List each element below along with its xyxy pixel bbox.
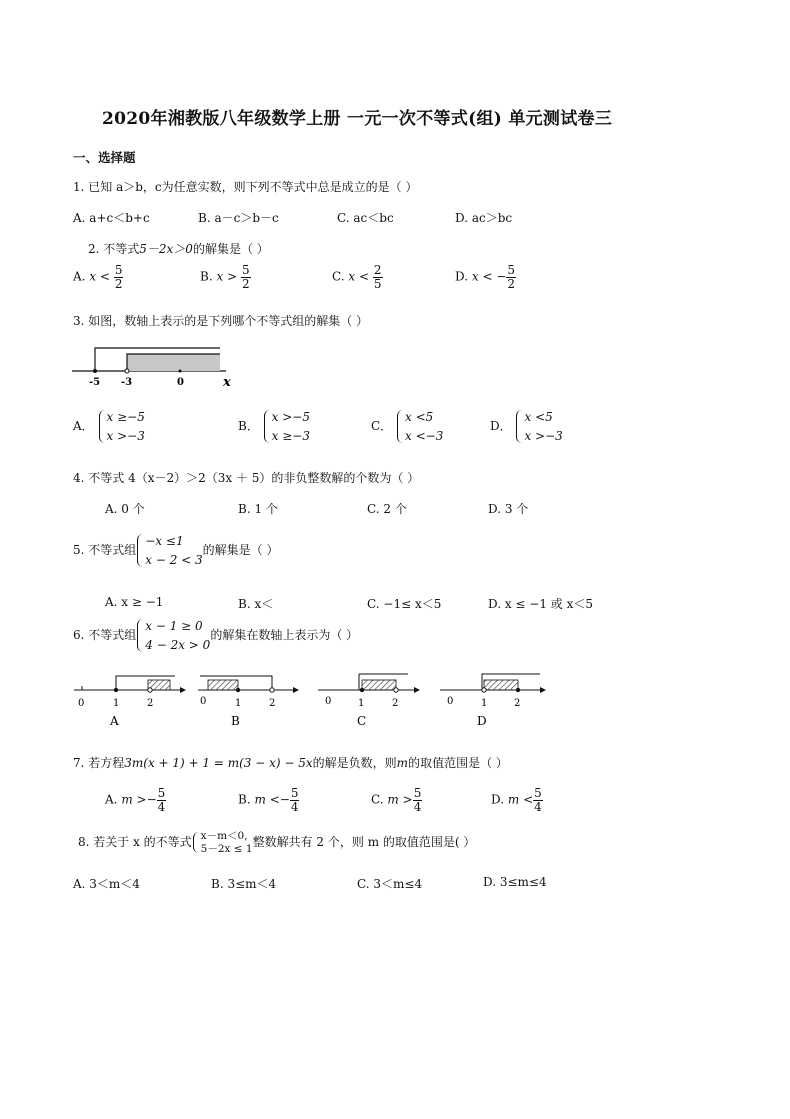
option-label: A.: [73, 269, 86, 284]
system-row: 4 − 2x > 0: [145, 637, 211, 652]
question-6-figures: [0, 668, 790, 736]
question-2-option-a: [73, 264, 123, 290]
question-2-stem-expr: 5－2x＞0: [139, 242, 193, 256]
axis-var: x: [223, 375, 231, 390]
stem-post: 的解集是（ ）: [202, 543, 279, 558]
inequality-system: [136, 532, 202, 569]
denominator: 4: [157, 799, 166, 814]
question-5-stem: [73, 532, 279, 569]
tick-label: 0: [325, 696, 332, 707]
numerator: 5: [534, 786, 542, 800]
inequality-system: [98, 408, 145, 445]
inequality-system: [263, 408, 310, 445]
option-var: m: [121, 792, 133, 807]
stem-post: 的取值范围是（ ）: [408, 756, 508, 770]
denominator: 2: [507, 276, 516, 291]
system-row: x <5: [405, 410, 434, 424]
question-1-option-d: D. ac＞bc: [455, 211, 513, 225]
question-2-option-d: [455, 264, 516, 290]
tick-label: 1: [113, 698, 120, 709]
question-7-option-b: [238, 787, 299, 813]
denominator: 2: [114, 276, 123, 291]
question-8-option-c: C. 3＜m≤4: [357, 877, 423, 891]
question-3-option-d: [490, 408, 563, 445]
option-rel: <: [269, 792, 280, 807]
tick-label: 1: [481, 698, 488, 709]
option-label: A.: [105, 792, 118, 807]
fraction: [157, 787, 167, 813]
variable: m: [396, 756, 409, 770]
question-2-option-b: [200, 264, 251, 290]
system-row: x ≥−3: [271, 428, 310, 443]
stem-post: 整数解共有 2 个，则 m 的取值范围是( ）: [252, 835, 476, 850]
denominator: 4: [534, 799, 542, 814]
question-7-stem: [73, 754, 508, 771]
fraction: [506, 264, 516, 290]
stem-pre: 5. 不等式组: [73, 543, 137, 558]
question-2-stem-pre: 2. 不等式: [88, 242, 140, 256]
option-rel: <: [359, 269, 370, 284]
tick-label: 0: [177, 377, 184, 388]
question-1-option-a: A. a+c＜b+c: [73, 211, 150, 225]
system-row: x >−5: [271, 410, 310, 424]
figure-label: A: [110, 714, 119, 728]
figure-label: B: [231, 714, 240, 728]
numerator: 5: [507, 263, 516, 277]
section-heading: 一、选择题: [73, 150, 136, 165]
figure-label: C: [357, 714, 367, 728]
denominator: 5: [373, 276, 382, 291]
figure-c-number-line: [318, 674, 420, 728]
numerator: 5: [241, 263, 250, 277]
numerator: 2: [373, 263, 382, 277]
option-var: x: [216, 269, 224, 284]
tick-label: 2: [514, 698, 521, 709]
question-8-option-b: B. 3≤m＜4: [211, 877, 277, 891]
option-label: D．: [490, 419, 512, 434]
option-var: x: [471, 269, 479, 284]
question-8-option-d: D. 3≤m≤4: [483, 875, 547, 889]
tick-label: 2: [269, 698, 276, 709]
option-label: D.: [491, 792, 505, 807]
question-5-option-b: B. x＜: [238, 597, 274, 611]
question-3-option-c: [371, 408, 443, 445]
option-var: m: [254, 792, 266, 807]
option-rel: >: [402, 792, 413, 807]
question-3-stem: 3. 如图，数轴上表示的是下列哪个不等式组的解集（ ）: [73, 314, 369, 328]
option-sign: −: [146, 792, 157, 807]
fraction: [413, 787, 423, 813]
option-sign: −: [496, 269, 507, 284]
system-row: x >−3: [524, 428, 563, 443]
option-label: C．: [371, 419, 393, 434]
option-label: C.: [332, 269, 345, 284]
option-rel: <: [523, 792, 534, 807]
tick-label: -5: [89, 377, 101, 388]
page-title: 2020年湘教版八年级数学上册 一元一次不等式(组) 单元测试卷三: [102, 109, 613, 129]
point-minus3: [125, 369, 129, 373]
figure-label: D: [477, 714, 487, 728]
question-2-stem: [88, 240, 269, 257]
figure-d-number-line: [440, 674, 546, 728]
question-2-option-c: [332, 264, 383, 290]
numerator: 5: [157, 786, 166, 800]
fraction: [373, 264, 383, 290]
option-rel: <: [482, 269, 493, 284]
option-var: m: [387, 792, 399, 807]
system-row: x − 1 ≥ 0: [145, 619, 203, 633]
stem-pre: 7. 若方程: [73, 756, 125, 770]
question-7-option-a: [105, 787, 166, 813]
option-label: A．: [73, 419, 94, 434]
equation: 3m(x + 1) + 1 = m(3 − x) − 5x: [124, 756, 313, 770]
tick-label: 0: [447, 696, 454, 707]
question-4-option-a: A. 0 个: [105, 502, 145, 516]
stem-pre: 6. 不等式组: [73, 628, 137, 643]
question-1-option-c: C. ac＜bc: [337, 211, 394, 225]
system-row: x − 2 < 3: [145, 552, 203, 567]
system-row: x－m＜0,: [200, 830, 248, 842]
question-3-option-b: [238, 408, 310, 445]
system-row: x >−3: [106, 428, 145, 443]
option-label: B．: [238, 419, 259, 434]
figure-b-number-line: [198, 676, 299, 728]
inequality-system: [192, 830, 253, 855]
question-4-option-c: C. 2 个: [367, 502, 407, 516]
question-1-stem: 1. 已知 a＞b，c为任意实数，则下列不等式中总是成立的是（ ）: [73, 180, 418, 194]
denominator: 4: [290, 799, 299, 814]
option-var: m: [507, 792, 520, 807]
point-minus5: [93, 369, 97, 373]
option-rel: <: [99, 269, 110, 284]
question-8-option-a: A. 3＜m＜4: [73, 877, 140, 891]
question-1-option-b: B. a－c＞b－c: [198, 211, 279, 225]
fraction: [290, 787, 300, 813]
system-row: 5－2x ≤ 1: [200, 842, 253, 855]
option-label: B.: [200, 269, 213, 284]
denominator: 2: [241, 276, 250, 291]
option-var: x: [89, 269, 97, 284]
numerator: 5: [290, 786, 299, 800]
option-label: B.: [238, 792, 251, 807]
option-label: C.: [371, 792, 384, 807]
question-4-stem: 4. 不等式 4（x－2）＞2（3x ＋ 5）的非负整数解的个数为（ ）: [73, 471, 420, 485]
stem-mid: 的解是负数，则: [312, 756, 397, 770]
fraction: [114, 264, 124, 290]
numerator: 5: [114, 263, 123, 277]
tick-label: 0: [200, 696, 207, 707]
tick-label: 0: [78, 698, 85, 709]
numerator: 5: [413, 786, 422, 800]
question-7-option-c: [371, 787, 422, 813]
point-zero: [179, 370, 182, 373]
figure-a-number-line: [74, 676, 186, 728]
question-7-option-d: [491, 787, 543, 813]
system-row: x <5: [524, 410, 553, 424]
option-rel: >: [227, 269, 238, 284]
tick-label: 1: [358, 698, 365, 709]
question-5-option-a: A. x ≥ −1: [105, 595, 164, 609]
inequality-system: [515, 408, 562, 445]
question-3-number-line: [68, 342, 243, 390]
tick-label: 2: [392, 698, 399, 709]
question-2-stem-post: 的解集是（ ）: [192, 242, 269, 256]
tick-label: -3: [121, 377, 133, 388]
question-5-option-d: D. x ≤ −1 或 x＜5: [488, 597, 593, 611]
question-4-option-b: B. 1 个: [238, 502, 278, 516]
stem-pre: 8. 若关于 x 的不等式: [78, 835, 192, 850]
question-6-stem: [73, 617, 358, 654]
option-label: D.: [455, 269, 469, 284]
system-row: −x ≤1: [145, 534, 184, 548]
question-5-option-c: C. −1≤ x＜5: [367, 597, 442, 611]
option-rel: >: [136, 792, 147, 807]
question-4-option-d: D. 3 个: [488, 502, 529, 516]
fraction: [533, 787, 543, 813]
inequality-system: [396, 408, 443, 445]
question-3-option-a: [73, 408, 145, 445]
question-8-stem: [78, 830, 475, 855]
system-row: x ≥−5: [106, 410, 145, 424]
solution-shade: [127, 354, 220, 371]
option-var: x: [348, 269, 356, 284]
tick-label: 2: [147, 698, 154, 709]
system-row: x <−3: [405, 428, 444, 443]
fraction: [241, 264, 251, 290]
inequality-system: [136, 617, 210, 654]
option-sign: −: [279, 792, 290, 807]
stem-post: 的解集在数轴上表示为（ ）: [210, 628, 359, 643]
tick-label: 1: [235, 698, 242, 709]
denominator: 4: [413, 799, 422, 814]
